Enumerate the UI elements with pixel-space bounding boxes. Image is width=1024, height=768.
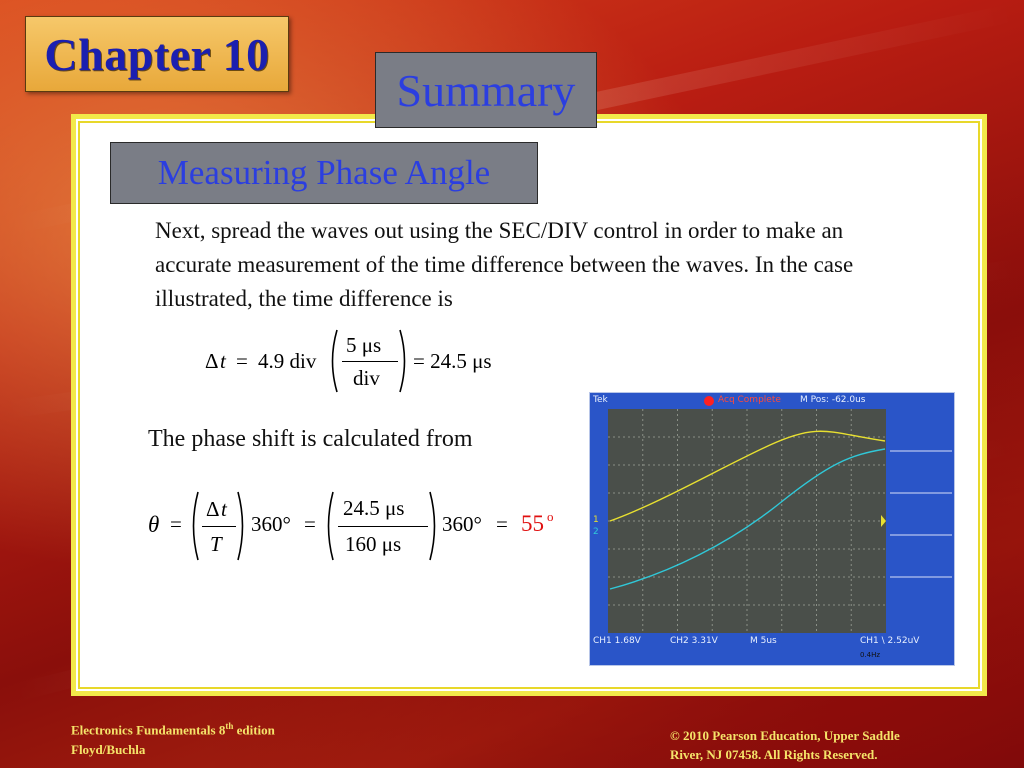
summary-title: Summary	[396, 64, 576, 116]
fraction-numerator: 24.5 μs	[343, 496, 405, 520]
degrees-constant: 360°	[442, 512, 482, 536]
equals-sign: =	[236, 349, 248, 373]
chapter-title-box	[25, 16, 289, 92]
ch1-marker: 1	[593, 515, 599, 525]
phase-result: 55	[521, 511, 544, 536]
oscilloscope-screen	[590, 393, 956, 667]
fraction-denominator: div	[353, 366, 380, 390]
book-authors: Floyd/Buchla	[71, 742, 146, 758]
edition-label: edition	[233, 722, 275, 738]
body-paragraph: Next, spread the waves out using the SEC/DIV control in order to make an accurate measurement of the time difference between the waves. In the case illustrated, the time difference is	[155, 218, 854, 311]
summary-title-box	[375, 52, 597, 128]
time-variable: t	[221, 497, 227, 521]
book-title: Electronics Fundamentals 8	[71, 722, 226, 738]
scope-trigger-level: CH1 \ 2.52uV	[860, 636, 920, 646]
equals-sign: =	[304, 512, 316, 536]
left-paren-icon	[188, 490, 200, 562]
copyright-line-2: River, NJ 07458. All Rights Reserved.	[670, 747, 878, 762]
right-paren-icon	[398, 328, 410, 394]
division-count: 4.9 div	[258, 349, 317, 373]
fraction-bar	[202, 526, 236, 527]
chapter-title: Chapter 10	[44, 28, 270, 80]
status-dot-icon	[704, 396, 714, 406]
fraction-bar	[338, 526, 428, 527]
oscilloscope-display	[589, 392, 955, 666]
ch2-marker: 2	[593, 527, 599, 537]
phase-intro-text: The phase shift is calculated from	[148, 426, 473, 452]
footer-copyright	[670, 726, 900, 764]
time-difference-result: = 24.5 μs	[413, 349, 492, 373]
fraction-numerator: 5 μs	[346, 333, 382, 357]
section-title-box	[110, 142, 538, 204]
delta-symbol: Δ	[206, 497, 220, 521]
ch2-scale: CH2 3.31V	[670, 636, 718, 646]
period-variable: T	[210, 532, 222, 556]
copyright-line-1: © 2010 Pearson Education, Upper Saddle	[670, 728, 900, 743]
left-paren-icon	[323, 490, 335, 562]
left-paren-icon	[327, 328, 339, 394]
equals-sign: =	[170, 512, 182, 536]
time-variable: t	[220, 349, 226, 373]
scope-frequency: 0.4Hz	[860, 651, 881, 659]
scope-side-menu	[890, 409, 952, 633]
scope-brand: Tek	[593, 395, 608, 405]
degrees-constant: 360°	[251, 512, 291, 536]
scope-acquisition-status: Acq Complete	[718, 395, 781, 405]
section-title: Measuring Phase Angle	[157, 153, 491, 192]
footer-book-info	[71, 716, 275, 760]
scope-timebase: M 5us	[750, 636, 777, 646]
fraction-bar	[342, 361, 398, 362]
scope-position: M Pos: -62.0us	[800, 395, 866, 405]
right-paren-icon	[428, 490, 440, 562]
equals-sign: =	[496, 512, 508, 536]
ch1-scale: CH1 1.68V	[593, 636, 641, 646]
right-paren-icon	[236, 490, 248, 562]
edition-superscript: th	[225, 721, 234, 731]
degree-superscript: o	[547, 509, 554, 524]
theta-symbol: θ	[148, 512, 160, 537]
fraction-denominator: 160 μs	[345, 532, 402, 556]
delta-symbol: Δ	[205, 349, 219, 373]
